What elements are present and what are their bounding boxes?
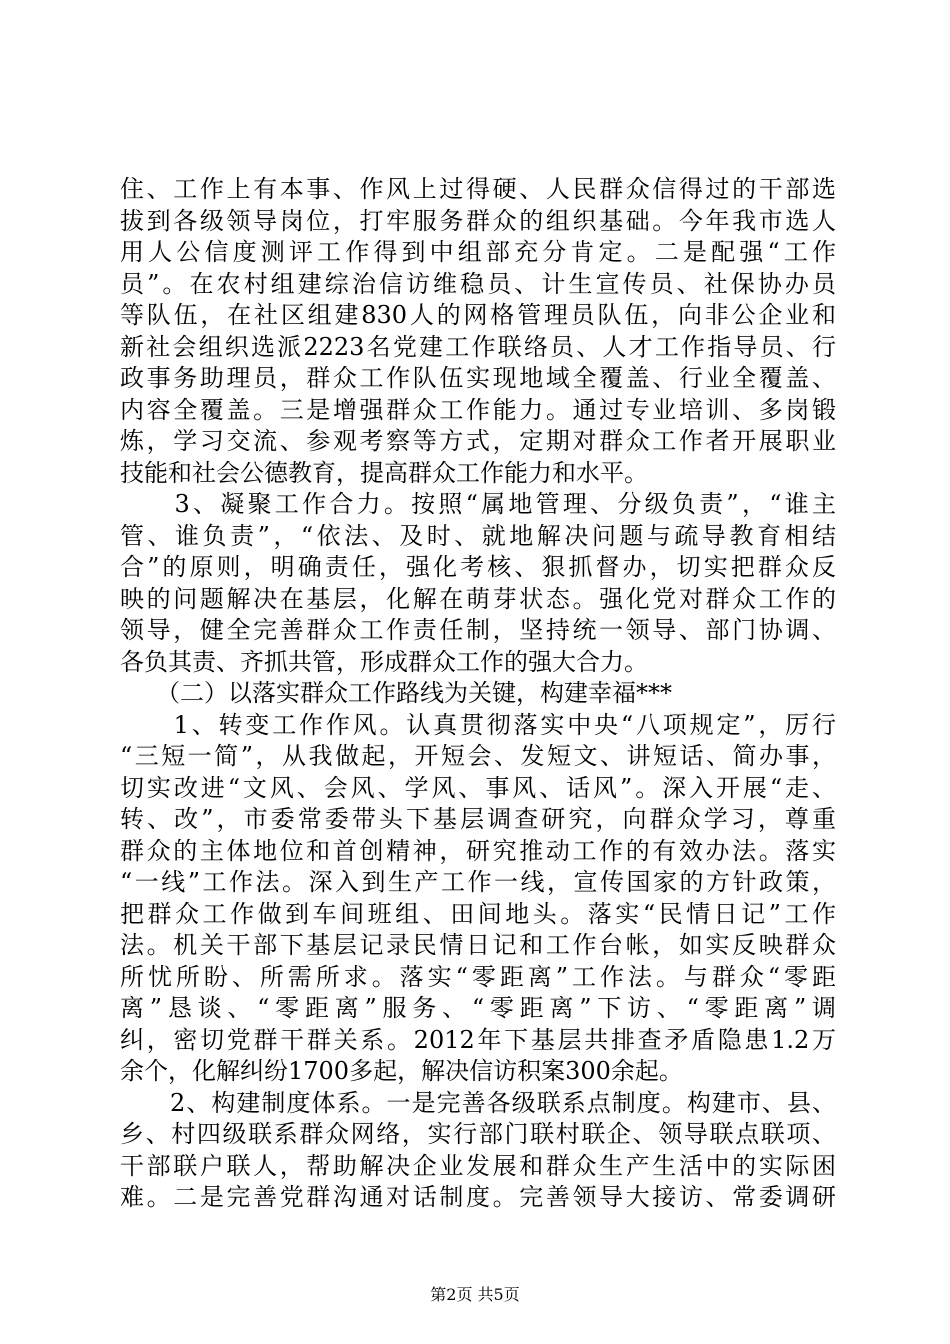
text-line: 3、凝聚工作合力。按照“属地管理、分级负责”，“谁主 (120, 490, 836, 518)
text-line: 合”的原则，明确责任，强化考核、狠抓督办，切实把群众反 (120, 553, 836, 581)
text-line: 炼，学习交流、参观考察等方式，定期对群众工作者开展职业 (120, 427, 836, 455)
text-line: 乡、村四级联系群众网络，实行部门联村联企、领导联点联项、 (120, 1120, 836, 1148)
text-line: 各负其责、齐抓共管，形成群众工作的强大合力。 (120, 647, 648, 676)
text-line: 群众的主体地位和首创精神，研究推动工作的有效办法。落实 (120, 836, 836, 865)
text-line: 管、谁负责”，“依法、及时、就地解决问题与疏导教育相结 (120, 521, 836, 550)
text-line: 难。二是完善党群沟通对话制度。完善领导大接访、常委调研 (120, 1183, 836, 1211)
text-line: 余个，化解纠纷1700多起，解决信访积案300余起。 (120, 1057, 683, 1085)
text-line: 2、构建制度体系。一是完善各级联系点制度。构建市、县、 (120, 1088, 836, 1117)
text-line: 等队伍，在社区组建830人的网格管理员队伍，向非公企业和 (120, 301, 836, 329)
text-line: 干部联户联人，帮助解决企业发展和群众生产生活中的实际困 (120, 1151, 836, 1180)
text-line: 技能和社会公德教育，提高群众工作能力和水平。 (120, 458, 648, 487)
text-line: 政事务助理员，群众工作队伍实现地域全覆盖、行业全覆盖、 (120, 364, 836, 392)
text-line: 新社会组织选派2223名党建工作联络员、人才工作指导员、行 (120, 332, 836, 361)
text-line: 切实改进“文风、会风、学风、事风、话风”。深入开展“走、 (120, 773, 836, 802)
section-heading: （二）以落实群众工作路线为关键，构建幸福*** (120, 679, 672, 707)
text-line: 领导，健全完善群众工作责任制，坚持统一领导、部门协调、 (120, 616, 836, 644)
text-line: 员”。在农村组建综治信访维稳员、计生宣传员、社保协办员 (120, 269, 836, 298)
text-line: 内容全覆盖。三是增强群众工作能力。通过专业培训、多岗锻 (120, 395, 836, 424)
text-line: 拔到各级领导岗位，打牢服务群众的组织基础。今年我市选人 (120, 206, 836, 235)
text-line: 离”恳谈、“零距离”服务、“零距离”下访、“零距离”调 (120, 994, 836, 1022)
text-line: 1、转变工作作风。认真贯彻落实中央“八项规定”，厉行 (120, 710, 836, 739)
text-line: 法。机关干部下基层记录民情日记和工作台帐，如实反映群众 (120, 931, 836, 959)
text-line: 纠，密切党群干群关系。2012年下基层共排查矛盾隐患1.2万 (120, 1025, 836, 1054)
text-line: 映的问题解决在基层，化解在萌芽状态。强化党对群众工作的 (120, 584, 836, 613)
text-line: 住、工作上有本事、作风上过得硬、人民群众信得过的干部选 (120, 175, 836, 203)
text-line: “一线”工作法。深入到生产工作一线，宣传国家的方针政策， (120, 868, 836, 896)
text-line: 所忧所盼、所需所求。落实“零距离”工作法。与群众“零距 (120, 962, 836, 991)
text-line: 转、改”，市委常委带头下基层调查研究，向群众学习，尊重 (120, 805, 836, 833)
text-line: 把群众工作做到车间班组、田间地头。落实“民情日记”工作 (120, 899, 836, 928)
text-line: 用人公信度测评工作得到中组部充分肯定。二是配强“工作 (120, 238, 836, 266)
text-line: “三短一简”，从我做起，开短会、发短文、讲短话、简办事， (120, 742, 836, 770)
body-text (120, 174, 836, 1214)
page-footer: 第2页 共5页 (430, 1285, 520, 1304)
